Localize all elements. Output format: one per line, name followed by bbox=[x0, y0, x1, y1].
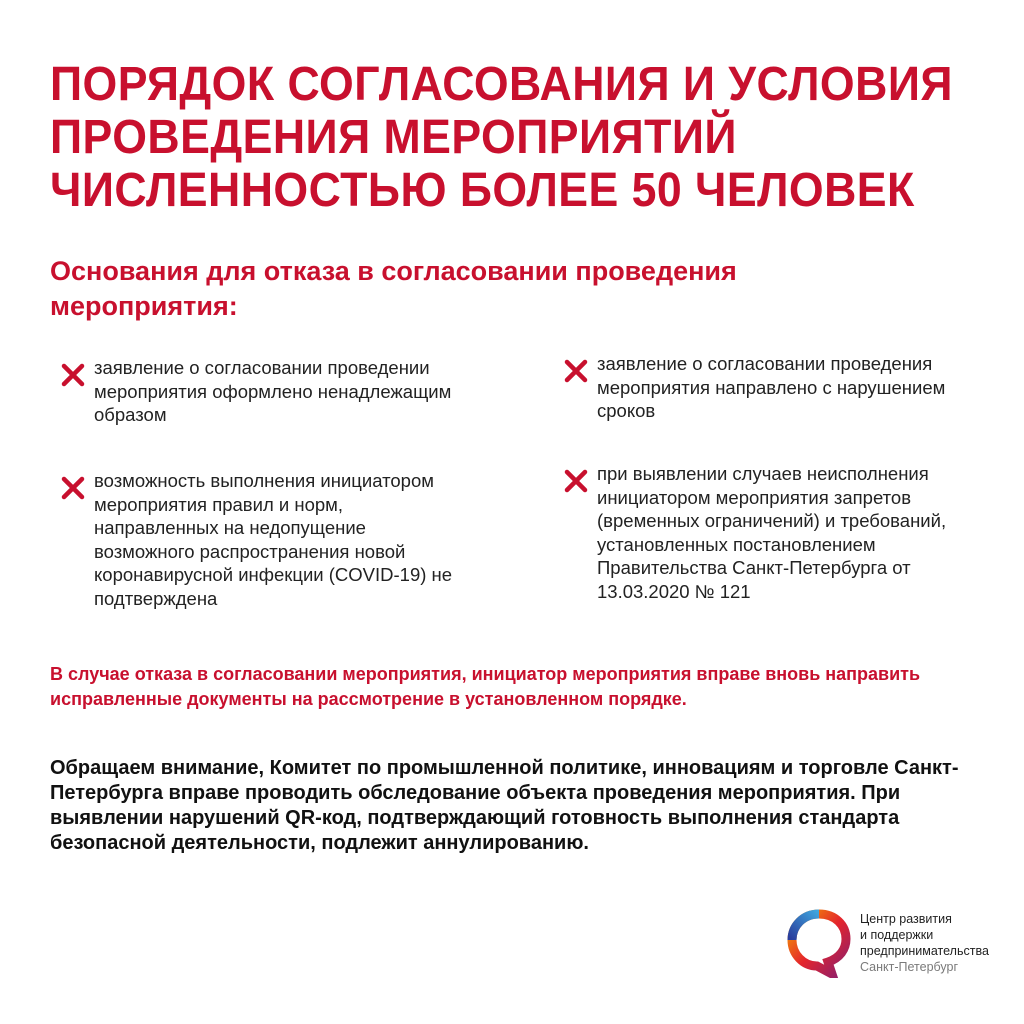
title-line: ПОРЯДОК СОГЛАСОВАНИЯ И УСЛОВИЯ bbox=[50, 58, 953, 111]
cross-icon bbox=[60, 362, 86, 388]
cross-icon bbox=[563, 358, 589, 384]
logo-emblem-icon bbox=[786, 908, 852, 978]
list-item bbox=[563, 352, 963, 423]
attention-paragraph: Обращаем внимание, Комитет по промышленной политике, инновациям и торговле Санкт-Петербурга вправе проводить обследование объекта проведения мероприятия. При выявлении нарушений QR-код, подтверждающий готовность выполнения стандарта безопасной деятельности, подлежит аннулированию. bbox=[50, 757, 959, 854]
list-item bbox=[563, 462, 963, 603]
logo-text bbox=[860, 911, 989, 975]
organization-logo bbox=[786, 908, 989, 978]
section-heading: Основания для отказа в согласовании проведения мероприятия: bbox=[50, 256, 737, 321]
cross-icon bbox=[563, 468, 589, 494]
page-title bbox=[50, 58, 953, 217]
reason-text: заявление о согласовании проведении мероприятия оформлено ненадлежащим образом bbox=[94, 357, 452, 425]
title-line: ЧИСЛЕННОСТЬЮ БОЛЕЕ 50 ЧЕЛОВЕК bbox=[50, 164, 915, 217]
list-item bbox=[60, 469, 460, 610]
reason-text: при выявлении случаев неисполнения инициатором мероприятия запретов (временных ограничений) и требований, установленных постановлением Правительства Санкт-Петербурга от 13.03.2020 № 121 bbox=[597, 463, 947, 602]
reason-text: возможность выполнения инициатором мероприятия правил и норм, направленных на недопущение возможного распространения новой коронавирусной инфекции (COVID-19) не подтверждена bbox=[94, 470, 453, 609]
cross-icon bbox=[60, 475, 86, 501]
reason-text: заявление о согласовании проведения мероприятия направлено с нарушением сроков bbox=[597, 353, 946, 421]
logo-line: и поддержки bbox=[860, 928, 934, 942]
list-item bbox=[60, 356, 460, 427]
title-line: ПРОВЕДЕНИЯ МЕРОПРИЯТИЙ bbox=[50, 111, 737, 164]
logo-city: Санкт-Петербург bbox=[860, 960, 959, 974]
logo-line: Центр развития bbox=[860, 912, 952, 926]
refusal-notice: В случае отказа в согласовании мероприятия, инициатор мероприятия вправе вновь направить исправленные документы на рассмотрение в установленном порядке. bbox=[50, 664, 921, 709]
logo-line: предпринимательства bbox=[860, 944, 989, 958]
